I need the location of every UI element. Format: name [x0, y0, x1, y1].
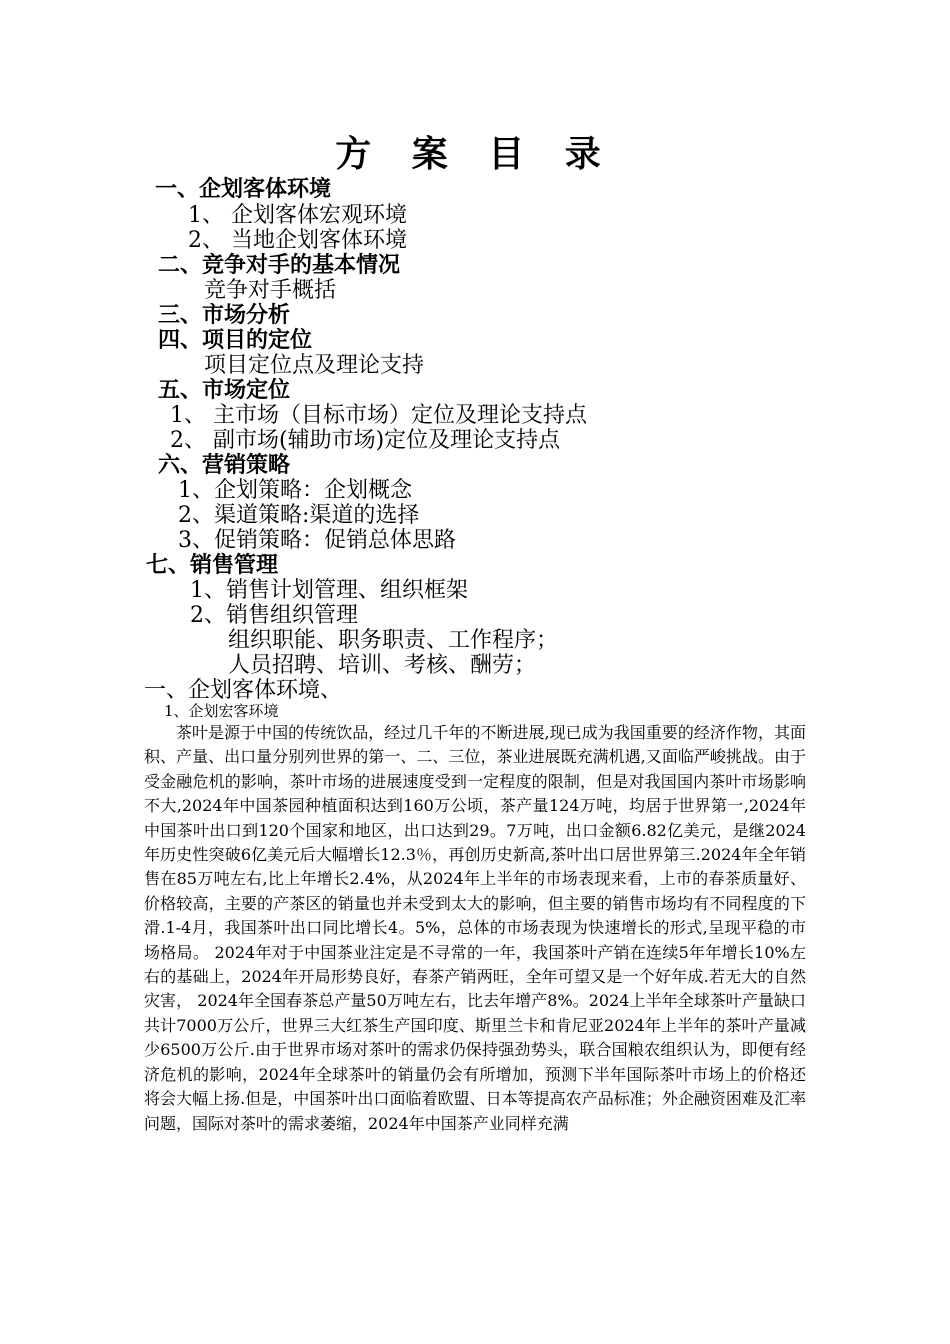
toc-item: 三、市场分析 [158, 302, 291, 328]
toc-item: 七、销售管理 [146, 552, 279, 578]
toc-item: 组织职能、职务职责、工作程序； [228, 628, 559, 653]
toc-item: 六、营销策略 [158, 452, 291, 478]
toc-item: 项目定位点及理论支持 [204, 353, 425, 378]
toc-item: 人员招聘、培训、考核、酬劳； [228, 653, 537, 678]
toc-item: 二、竞争对手的基本情况 [158, 252, 401, 278]
body-paragraph [144, 721, 806, 1136]
toc-item: 2、渠道策略:渠道的选择 [178, 503, 420, 528]
toc-item: 2、 副市场(辅助市场)定位及理论支持点 [170, 428, 561, 453]
toc-item: 1、销售计划管理、组织框架 [190, 578, 468, 603]
toc-item: 1、 主市场（目标市场）定位及理论支持点 [170, 403, 587, 428]
toc-item: 五、市场定位 [158, 377, 291, 403]
toc-item: 2、销售组织管理 [190, 603, 358, 628]
toc-item: 一、企划客体环境、 [144, 678, 343, 703]
paragraph-text: 茶叶是源于中国的传统饮品，经过几千年的不断进展,现已成为我国重要的经济作物，其面积、产量、出口量分别列世界的第一、二、三位，茶业进展既充满机遇,又面临严峻挑战。由于受金融危机的影响，茶叶市场的进展速度受到一定程度的限制，但是对我国国内茶叶市场影响不大,2024年中国茶园种植面积达到160万公顷，茶产量124万吨，均居于世界第一,2024年中国茶叶出口到120个国家和地区，出口达到29。7万吨，出口金额6.82亿美元，是继2024年历史性突破6亿美元后大幅增长12.3％，再创历史新高,茶叶出口居世界第三.2024年全年销售在85万吨左右,比上年增长2.4%，从2024年上半年的市场表现来看，上市的春茶质量好、价格较高，主要的产茶区的销量也并未受到太大的影响，但主要的销售市场均有不同程度的下滑.1-4月，我国茶叶出口同比增长4。5%，总体的市场表现为快速增长的形式,呈现平稳的市场格局。 2024年对于中国茶业注定是不寻常的一年，我国茶叶产销在连续5年年增长10%左右的基础上，2024年开局形势良好，春茶产销两旺，全年可望又是一个好年成.若无大的自然灾害， 2024年全国春茶总产量50万吨左右，比去年增产8%。2024上半年全球茶叶产量缺口共计7000万公斤，世界三大红茶生产国印度、斯里兰卡和肯尼亚2024年上半年的茶叶产量减少6500万公斤.由于世界市场对茶叶的需求仍保持强劲势头，联合国粮农组织认为，即便有经济危机的影响，2024年全球茶叶的销量仍会有所增加，预测下半年国际茶叶市场上的价格还将会大幅上扬.但是，中国茶叶出口面临着欧盟、日本等提高农产品标准；外企融资困难及汇率问题，国际对茶叶的需求萎缩，2024年中国茶产业同样充满 [144, 723, 806, 1133]
toc-item: 一、企划客体环境 [155, 176, 332, 202]
toc-item: 四、项目的定位 [158, 327, 313, 353]
page-title: 方 案 目 录 [335, 133, 615, 175]
section-heading: 1、企划宏客环境 [164, 702, 279, 720]
toc-item: 2、 当地企划客体环境 [188, 228, 407, 253]
toc-item: 3、促销策略：促销总体思路 [178, 528, 456, 553]
toc-item: 1、 企划客体宏观环境 [188, 203, 407, 228]
toc-item: 1、企划策略：企划概念 [178, 478, 412, 503]
toc-item: 竞争对手概括 [204, 278, 337, 303]
